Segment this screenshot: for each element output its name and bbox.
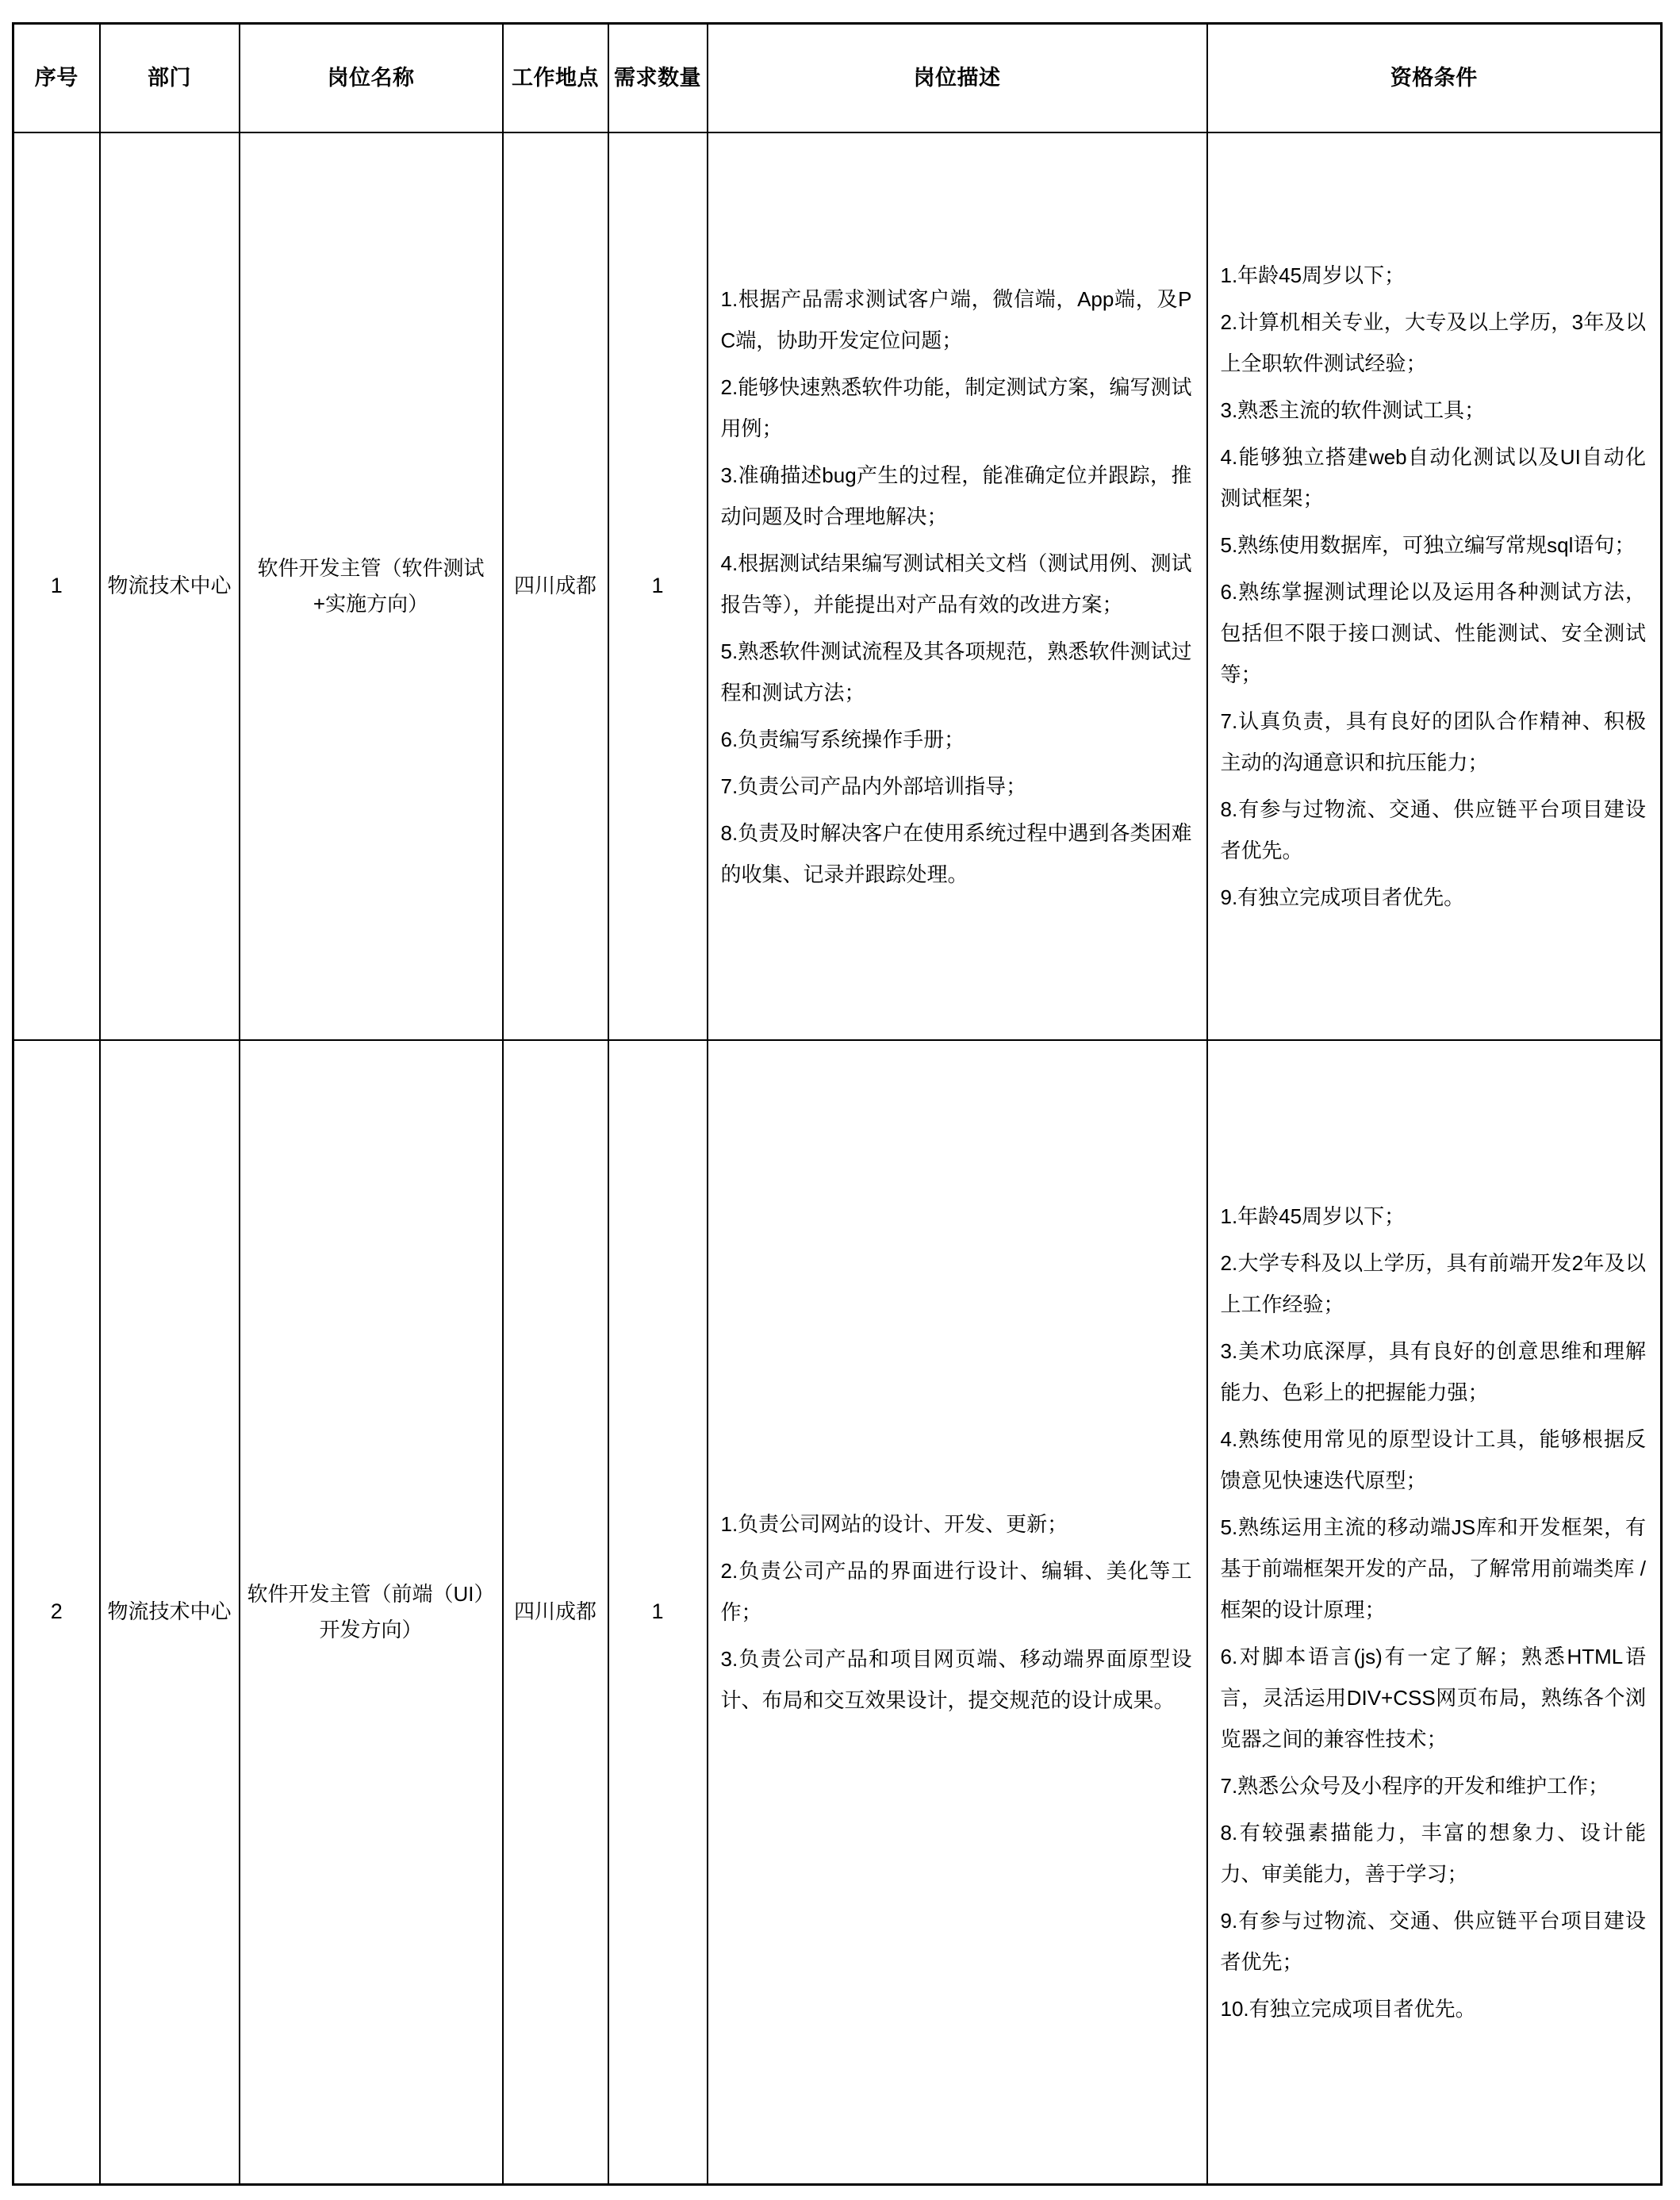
list-item: 7.认真负责，具有良好的团队合作精神、积极主动的沟通意识和抗压能力； [1220, 709, 1646, 774]
list-item: 1.年龄45周岁以下； [1220, 263, 1406, 287]
list-item: 1.年龄45周岁以下； [1220, 1204, 1406, 1228]
cell-post-name-value: 软件开发主管（前端（UI）开发方向） [247, 1581, 495, 1641]
cell-post-name [240, 1040, 503, 2185]
cell-qualification-list [1208, 242, 1661, 931]
cell-qualification [1207, 132, 1662, 1040]
cell-seq-value: 1 [50, 574, 63, 598]
cell-description-list [708, 266, 1206, 908]
table-row [13, 132, 1662, 1040]
table-header [13, 24, 1662, 133]
cell-location [503, 132, 608, 1040]
list-item: 2.负责公司产品的界面进行设计、编辑、美化等工作； [720, 1559, 1192, 1624]
cell-description-list [708, 1491, 1206, 1734]
list-item: 4.能够独立搭建web自动化测试以及UI自动化测试框架； [1220, 445, 1646, 510]
list-item: 9.有独立完成项目者优先。 [1220, 885, 1465, 909]
cell-qualification [1207, 1040, 1662, 2185]
cell-quantity-value: 1 [651, 1599, 664, 1624]
cell-qualification-list [1208, 1183, 1661, 2042]
list-item: 3.准确描述bug产生的过程，能准确定位并跟踪，推动问题及时合理地解决； [720, 463, 1192, 528]
list-item: 5.熟练运用主流的移动端JS库和开发框架，有基于前端框架开发的产品，了解常用前端类库 / 框架的设计原理； [1220, 1515, 1646, 1622]
list-item: 7.负责公司产品内外部培训指导； [720, 774, 1027, 798]
list-item: 10.有独立完成项目者优先。 [1220, 1996, 1476, 2021]
column-header-location-label: 工作地点 [512, 65, 599, 90]
list-item: 8.有参与过物流、交通、供应链平台项目建设者优先。 [1220, 797, 1646, 862]
cell-department-value: 物流技术中心 [107, 1599, 232, 1624]
list-item: 2.计算机相关专业，大专及以上学历，3年及以上全职软件测试经验； [1220, 310, 1646, 375]
column-header-quantity-label: 需求数量 [614, 65, 701, 90]
list-item: 5.熟悉软件测试流程及其各项规范，熟悉软件测试过程和测试方法； [720, 639, 1192, 705]
recruitment-table-wrapper [12, 22, 1660, 2186]
table-body [13, 132, 1662, 2185]
list-item: 1.根据产品需求测试客户端，微信端，App端，及PC端，协助开发定位问题； [720, 286, 1192, 352]
column-header-dept-label: 部门 [148, 65, 191, 90]
column-header-post [240, 24, 503, 133]
column-header-seq [13, 24, 100, 133]
table-row [13, 1040, 1662, 2185]
column-header-post-label: 岗位名称 [327, 65, 415, 90]
list-item: 8.负责及时解决客户在使用系统过程中遇到各类困难的收集、记录并跟踪处理。 [720, 820, 1192, 886]
cell-seq-value: 2 [50, 1599, 63, 1624]
list-item: 2.能够快速熟悉软件功能，制定测试方案，编写测试用例； [720, 374, 1192, 440]
column-header-location [503, 24, 608, 133]
list-item: 3.熟悉主流的软件测试工具； [1220, 398, 1486, 422]
column-header-qualification-label: 资格条件 [1390, 65, 1478, 90]
list-item: 3.负责公司产品和项目网页端、移动端界面原型设计、布局和交互效果设计，提交规范的设计成果。 [720, 1647, 1192, 1712]
cell-seq [13, 1040, 100, 2185]
list-item: 9.有参与过物流、交通、供应链平台项目建设者优先； [1220, 1908, 1646, 1974]
cell-quantity [608, 132, 708, 1040]
cell-location-value: 四川成都 [513, 1599, 596, 1624]
cell-description [708, 132, 1207, 1040]
list-item: 2.大学专科及以上学历，具有前端开发2年及以上工作经验； [1220, 1250, 1646, 1316]
list-item: 4.熟练使用常见的原型设计工具，能够根据反馈意见快速迭代原型； [1220, 1426, 1646, 1492]
cell-quantity [608, 1040, 708, 2185]
cell-department [100, 132, 240, 1040]
list-item: 6.负责编写系统操作手册； [720, 727, 965, 751]
column-header-dept [100, 24, 240, 133]
column-header-description-label: 岗位描述 [913, 65, 1001, 90]
list-item: 4.根据测试结果编写测试相关文档（测试用例、测试报告等），并能提出对产品有效的改进方案； [720, 551, 1192, 616]
cell-seq [13, 132, 100, 1040]
column-header-seq-label: 序号 [34, 65, 79, 90]
list-item: 7.熟悉公众号及小程序的开发和维护工作； [1220, 1773, 1609, 1798]
cell-location [503, 1040, 608, 2185]
cell-department-value: 物流技术中心 [107, 574, 232, 598]
column-header-quantity [608, 24, 708, 133]
list-item: 3.美术功底深厚，具有良好的创意思维和理解能力、色彩上的把握能力强； [1220, 1338, 1646, 1404]
cell-quantity-value: 1 [651, 574, 664, 598]
list-item: 1.负责公司网站的设计、开发、更新； [720, 1512, 1068, 1536]
list-item: 8.有较强素描能力，丰富的想象力、设计能力、审美能力，善于学习； [1220, 1820, 1646, 1886]
cell-post-name-value: 软件开发主管（软件测试+实施方向） [257, 555, 485, 616]
list-item: 6.对脚本语言(js)有一定了解；熟悉HTML语言，灵活运用DIV+CSS网页布局，熟练各个浏览器之间的兼容性技术； [1220, 1644, 1646, 1751]
column-header-qualification [1207, 24, 1662, 133]
table-header-row [13, 24, 1662, 133]
cell-post-name [240, 132, 503, 1040]
column-header-description [708, 24, 1207, 133]
list-item: 5.熟练使用数据库，可独立编写常规sql语句； [1220, 533, 1636, 557]
cell-description [708, 1040, 1207, 2185]
cell-location-value: 四川成都 [513, 574, 596, 598]
cell-department [100, 1040, 240, 2185]
list-item: 6.熟练掌握测试理论以及运用各种测试方法，包括但不限于接口测试、性能测试、安全测试等； [1220, 580, 1646, 686]
recruitment-table [12, 22, 1663, 2186]
